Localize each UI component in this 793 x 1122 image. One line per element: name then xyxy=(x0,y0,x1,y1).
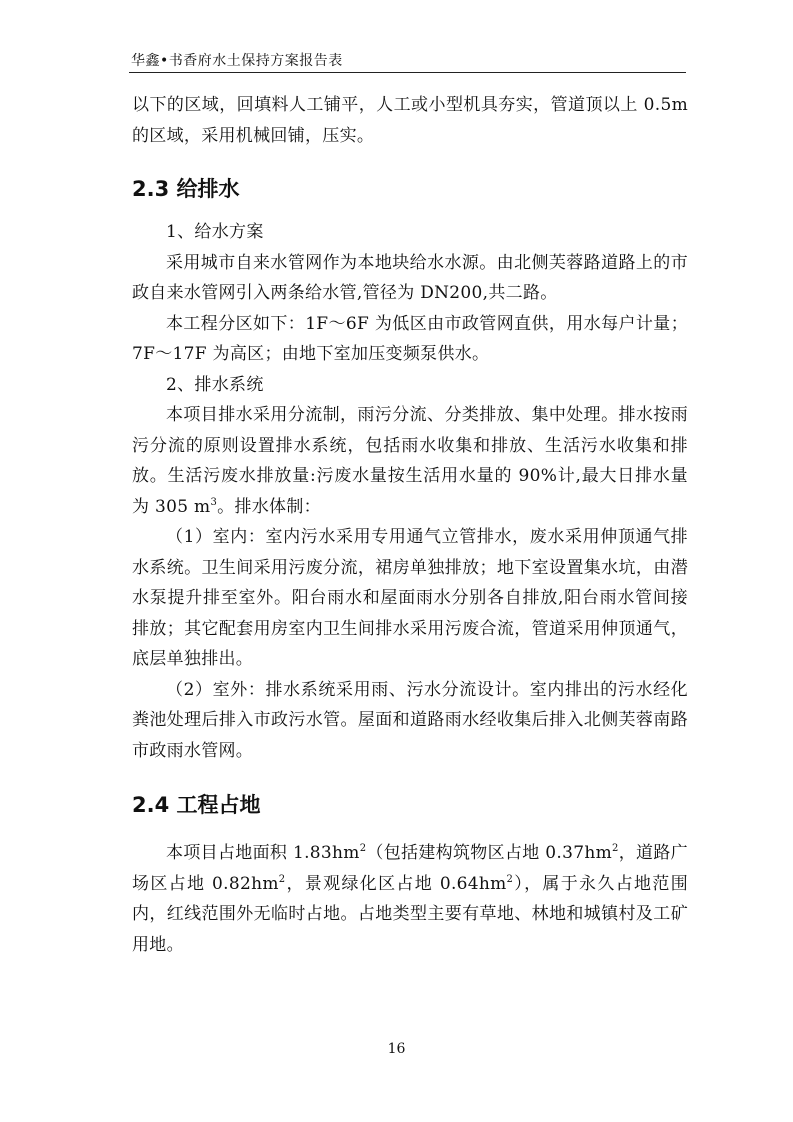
drainage-heading: 2、排水系统 xyxy=(166,374,264,395)
land-text-d: ，景观绿化区占地 0.64hm xyxy=(285,873,507,894)
land-text-b: （包括建构筑物区占地 0.37hm xyxy=(366,843,613,863)
document-body xyxy=(132,90,688,960)
land-text-e: ），属于永久占地范围内，红线范围外无临时占地。占地类型主要有草地、林地和城镇村及工矿用地。 xyxy=(132,873,688,955)
drainage-system-paragraph xyxy=(132,400,688,522)
section-2-3-title: 2.3 给排水 xyxy=(132,177,240,201)
superscript-2: 2 xyxy=(359,843,367,854)
page-number: 16 xyxy=(387,1041,406,1057)
header-divider xyxy=(129,72,686,73)
water-supply-source-paragraph: 采用城市自来水管网作为本地块给水水源。由北侧芙蓉路道路上的市政自来水管网引入两条给水管,管径为 DN200,共二路。 xyxy=(132,252,688,303)
drainage-text-a: 本项目排水采用分流制，雨污分流、分类排放、集中处理。排水按雨污分流的原则设置排水系统，包括雨水收集和排放、生活污水收集和排放。生活污废水排放量:污废水量按生活用水量的 90%计,最大日排水量为 305 m xyxy=(132,405,688,517)
drainage-text-b: 。排水体制： xyxy=(217,496,321,517)
superscript-2: 2 xyxy=(506,873,514,885)
indoor-drainage-paragraph: （1）室内：室内污水采用专用通气立管排水，废水采用伸顶通气排水系统。卫生间采用污废分流，裙房单独排放；地下室设置集水坑，由潜水泵提升排至室外。阳台雨水和屋面雨水分别各自排放,阳台雨水管间接排放；其它配套用房室内卫生间排水采用污废合流，管道采用伸顶通气，底层单独排出。 xyxy=(132,527,688,669)
superscript-2: 2 xyxy=(278,873,286,885)
paragraph-continuation: 以下的区域，回填料人工铺平，人工或小型机具夯实，管道顶以上 0.5m 的区域，采用机械回铺，压实。 xyxy=(132,95,688,146)
superscript-3: 3 xyxy=(210,496,218,508)
land-occupation-paragraph xyxy=(132,838,688,960)
water-supply-zoning-paragraph: 本工程分区如下：1F～6F 为低区由市政管网直供，用水每户计量； 7F～17F 为高区；由地下室加压变频泵供水。 xyxy=(132,313,688,364)
water-supply-heading: 1、给水方案 xyxy=(166,222,264,242)
land-text-a: 本项目占地面积 1.83hm xyxy=(166,843,360,863)
land-text-c: ，道路广场区占地 0.82hm xyxy=(132,843,688,894)
section-2-4-title: 2.4 工程占地 xyxy=(132,793,261,817)
outdoor-drainage-paragraph: （2）室外：排水系统采用雨、污水分流设计。室内排出的污水经化粪池处理后排入市政污水管。屋面和道路雨水经收集后排入北侧芙蓉南路市政雨水管网。 xyxy=(132,679,688,761)
superscript-2: 2 xyxy=(612,843,619,854)
running-header: 华鑫•书香府水土保持方案报告表 xyxy=(131,53,343,69)
